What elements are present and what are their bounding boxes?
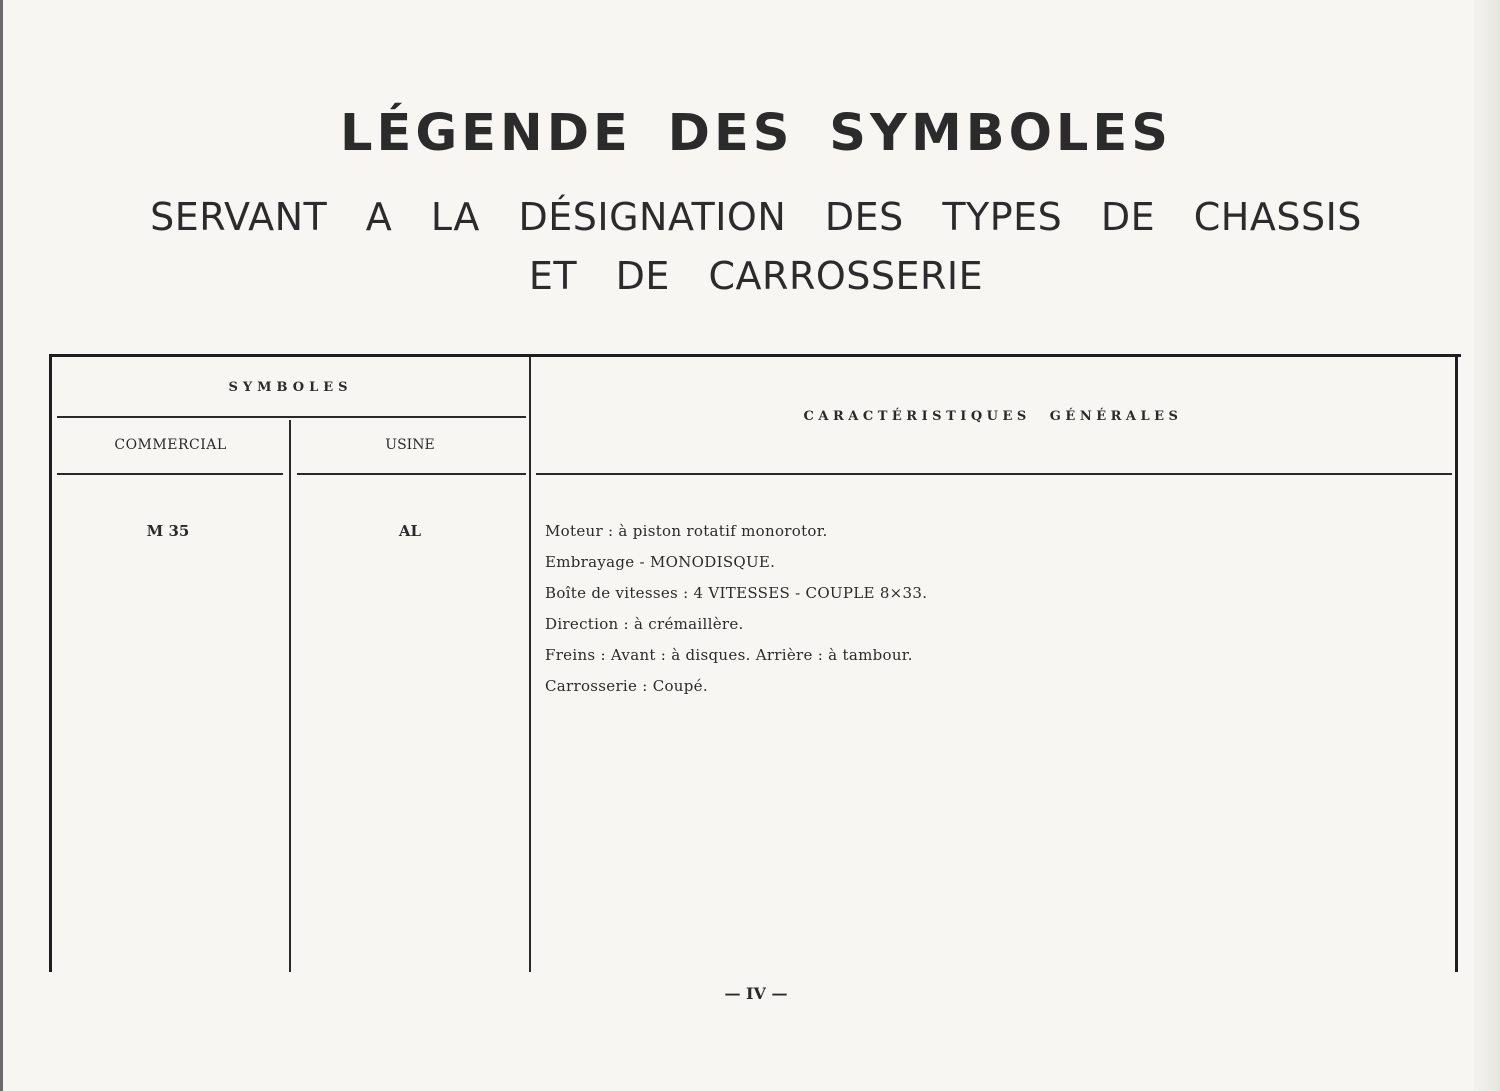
- caracteristiques-header-rule: [536, 473, 1452, 475]
- carac-boite-de-vitesses: Boîte de vitesses : 4 VITESSES - COUPLE 8×33.: [545, 584, 928, 602]
- usine-header-rule: [297, 473, 526, 475]
- carac-direction: Direction : à crémaillère.: [545, 615, 744, 633]
- header-commercial: COMMERCIAL: [114, 437, 227, 453]
- carac-freins: Freins : Avant : à disques. Arrière : à tambour.: [545, 646, 913, 664]
- table-top-border: [49, 354, 1461, 357]
- header-caracteristiques: CARACTÉRISTIQUES GÉNÉRALES: [803, 409, 1183, 424]
- page-edge-right: [1474, 0, 1500, 1091]
- subtitle-line-1: SERVANT A LA DÉSIGNATION DES TYPES DE CHASSIS: [150, 195, 1362, 239]
- carac-carrosserie: Carrosserie : Coupé.: [545, 677, 708, 695]
- table-right-border: [1455, 354, 1458, 972]
- subtitle-line-2: ET DE CARROSSERIE: [528, 254, 984, 298]
- carac-embrayage: Embrayage - MONODISQUE.: [545, 553, 776, 571]
- header-symboles: SYMBOLES: [228, 380, 353, 395]
- caracteristiques-list: [545, 520, 927, 706]
- cell-commercial-symbol: M 35: [146, 522, 190, 540]
- page-title: LÉGENDE DES SYMBOLES: [339, 104, 1172, 163]
- header-usine: USINE: [385, 437, 435, 453]
- page-edge-left: [0, 0, 3, 1091]
- page-number: — IV —: [724, 984, 788, 1003]
- carac-moteur: Moteur : à piston rotatif monorotor.: [545, 522, 828, 540]
- column-divider-symbols: [289, 420, 291, 972]
- commercial-header-rule: [57, 473, 283, 475]
- symboles-header-rule: [57, 416, 526, 418]
- column-divider-main: [529, 357, 531, 972]
- cell-usine-symbol: AL: [398, 522, 422, 540]
